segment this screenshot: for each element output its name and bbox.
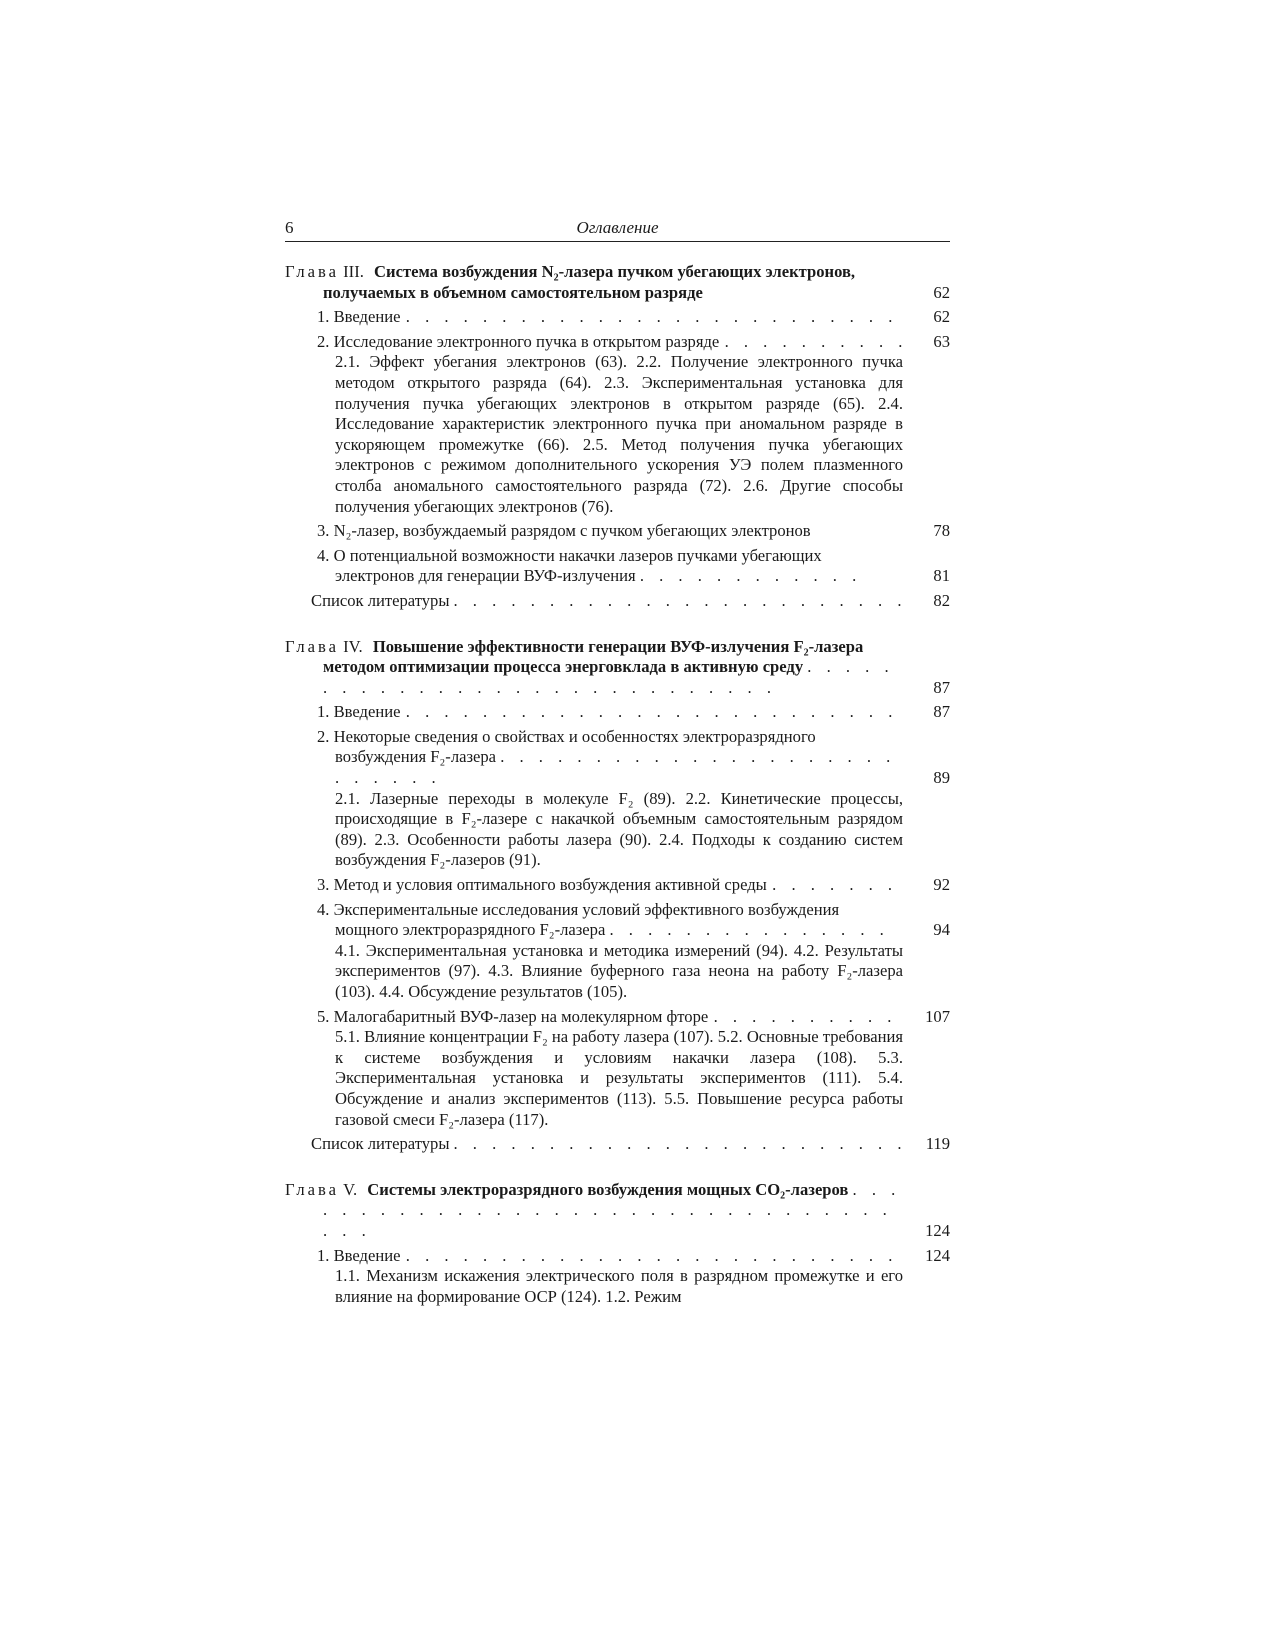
toc-entry: [285, 591, 950, 612]
dot-leader: . . . . . . . . . . . . . . . . . . . . . . . . . . . . .: [323, 657, 895, 697]
chapter-heading: Глава III. Система возбуждения N₂-лазера пучком убегающих электронов, получаемых в объемном самостоятельном разряде 62: [285, 262, 950, 302]
toc-entry: 3. N₂-лазер, возбуждаемый разрядом с пучком убегающих электронов 78: [317, 521, 950, 541]
subsection-list: 4.1. Экспериментальная установка и методика измерений (94). 4.2. Результаты экспериментов (97). 4.3. Влияние буферного газа неона на работу F₂-лазера (103). 4.4. Обсуждение результатов (105).: [335, 940, 903, 1001]
dot-leader: . . . . . . . . . . . .: [639, 566, 862, 586]
entry-title: 2. Исследование электронного пучка в открытом разряде: [317, 331, 720, 351]
toc-page: [285, 215, 950, 1307]
toc-entry: 4. Экспериментальные исследования условий эффективного возбуждения мощного электроразрядного F₂-лазера . . . . . . . . . . . . . . . 94: [317, 899, 950, 940]
chapter-title: Повышение эффективности генерации ВУФ-излучения F₂-лазера методом оптимизации процесса энерговклада в активную среду: [323, 636, 864, 677]
page-ref: 124: [925, 1245, 950, 1265]
entry-title: Список литературы: [311, 1134, 450, 1154]
dot-leader: [454, 591, 904, 612]
toc-entry: [285, 1246, 950, 1267]
dot-leader: [404, 307, 903, 328]
entry-title: 3. N₂-лазер, возбуждаемый разрядом с пучком убегающих электронов: [317, 521, 811, 541]
chapter-3: [285, 262, 950, 612]
chapter-heading: Глава IV. Повышение эффективности генерации ВУФ-излучения F₂-лазера методом оптимизации процесса энерговклада в активную среду . . . . . . . . . . . . . . . . . . . . . . . . . . . . . 87: [285, 636, 950, 697]
toc-entry: 3. Метод и условия оптимального возбуждения активной среды . . . 92: [285, 875, 950, 896]
chapter-number: V.: [343, 1179, 358, 1199]
dot-leader: [723, 332, 903, 353]
chapter-title: Системы электроразрядного возбуждения мощных CO₂-лазеров: [367, 1179, 849, 1199]
chapter-label: Глава: [285, 1179, 339, 1199]
dot-leader: [404, 1246, 903, 1267]
toc-entry: [285, 1007, 950, 1028]
page-ref: 82: [933, 590, 950, 610]
entry-title: 1. Введение: [317, 307, 401, 327]
running-head: [285, 215, 950, 242]
chapter-number: III.: [343, 262, 364, 281]
dot-leader: [454, 1134, 904, 1155]
chapter-title: Система возбуждения N₂-лазера пучком убегающих электронов, получаемых в объемном самостоятельном разряде: [323, 262, 856, 302]
dot-leader: . . . . . . . . . . . . . . . . . . . . . . . . . . . . . . . . . . . .: [323, 1179, 901, 1240]
page-ref: 107: [925, 1006, 950, 1026]
chapter-4: [285, 637, 950, 1155]
chapter-number: IV.: [343, 636, 363, 656]
dot-leader: [712, 1007, 903, 1028]
dot-leader: [771, 875, 903, 896]
entry-title: 1. Введение: [317, 1245, 401, 1265]
toc-entry: 1. Введение . . . 62: [285, 307, 950, 328]
subsection-list: 1.1. Механизм искажения электрического поля в разрядном промежутке и его влияние на формирование ОСР (124). 1.2. Режим: [335, 1266, 903, 1306]
toc-entry: 4. О потенциальной возможности накачки лазеров пучками убегающих электронов для генерации ВУФ-излучения . . . . . . . . . . . . 81: [317, 545, 950, 586]
running-title: Оглавление: [576, 218, 659, 237]
subsection-list: 2.1. Эффект убегания электронов (63). 2.2. Получение электронного пучка методом открытого разряда (64). 2.3. Экспериментальная установка для получения пучка убегающих электронов в открытом разряде (65). 2.4. Исследование характеристик электронного пучка при аномальном разряде в ускоряющем промежутке (66). 2.5. Метод получения пучка убегающих электронов с режимом дополнительного ускорения УЭ полем плазменного столба аномального самостоятельного разряда (72). 2.6. Другие способы получения убегающих электронов (76).: [335, 352, 903, 516]
toc-entry: 2. Некоторые сведения о свойствах и особенностях электроразрядного возбуждения F₂-лазера . . . . . . . . . . . . . . . . . . . . . . . . . . . 89: [317, 726, 950, 788]
dot-leader: . . . . . . . . . . . . . . . . . . . . . . . . . . .: [335, 747, 896, 788]
dot-leader: [404, 702, 903, 723]
entry-title: 3. Метод и условия оптимального возбуждения активной среды: [317, 875, 767, 895]
entry-title: 1. Введение: [317, 702, 401, 722]
toc-entry: 2. Исследование электронного пучка в открытом разряде . . . 63: [285, 332, 950, 353]
entry-title: Список литературы: [311, 590, 450, 610]
entry-title: 5. Малогабаритный ВУФ-лазер на молекулярном фторе: [317, 1006, 709, 1026]
entry-title: 4. Экспериментальные исследования условий эффективного возбуждения мощного электроразрядного F₂-лазера: [317, 899, 840, 940]
chapter-5: [285, 1180, 950, 1308]
chapter-label: Глава: [285, 636, 339, 656]
entry-title: 4. О потенциальной возможности накачки лазеров пучками убегающих электронов для генерации ВУФ-излучения: [317, 545, 822, 586]
subsection-list: 5.1. Влияние концентрации F₂ на работу лазера (107). 5.2. Основные требования к системе возбуждения и условиям накачки лазера (108). 5.3. Экспериментальная установка и результаты экспериментов (111). 5.4. Обсуждение и анализ экспериментов (113). 5.5. Повышение ресурса работы газовой смеси F₂-лазера (117).: [335, 1027, 903, 1129]
entry-title: 2. Некоторые сведения о свойствах и особенностях электроразрядного возбуждения F₂-лазера: [317, 726, 816, 767]
page-number: 6: [285, 218, 294, 237]
chapter-heading: Глава V. Системы электроразрядного возбуждения мощных CO₂-лазеров . . . . . . . . . . . . . . . . . . . . . . . . . . . . . . . . . . . . 124: [285, 1179, 950, 1240]
subsection-list: 2.1. Лазерные переходы в молекуле F₂ (89). 2.2. Кинетические процессы, происходящие в F₂-лазере с накачкой объемным самостоятельным разрядом (89). 2.3. Особенности работы лазера (90). 2.4. Подходы к созданию систем возбуждения F₂-лазеров (91).: [335, 788, 903, 870]
dot-leader: . . . . . . . . . . . . . . .: [609, 920, 890, 940]
chapter-label: Глава: [285, 262, 339, 281]
toc-entry: 1. Введение . . . 87: [285, 702, 950, 723]
page-ref: 119: [925, 1134, 950, 1154]
toc-entry: [285, 1134, 950, 1155]
